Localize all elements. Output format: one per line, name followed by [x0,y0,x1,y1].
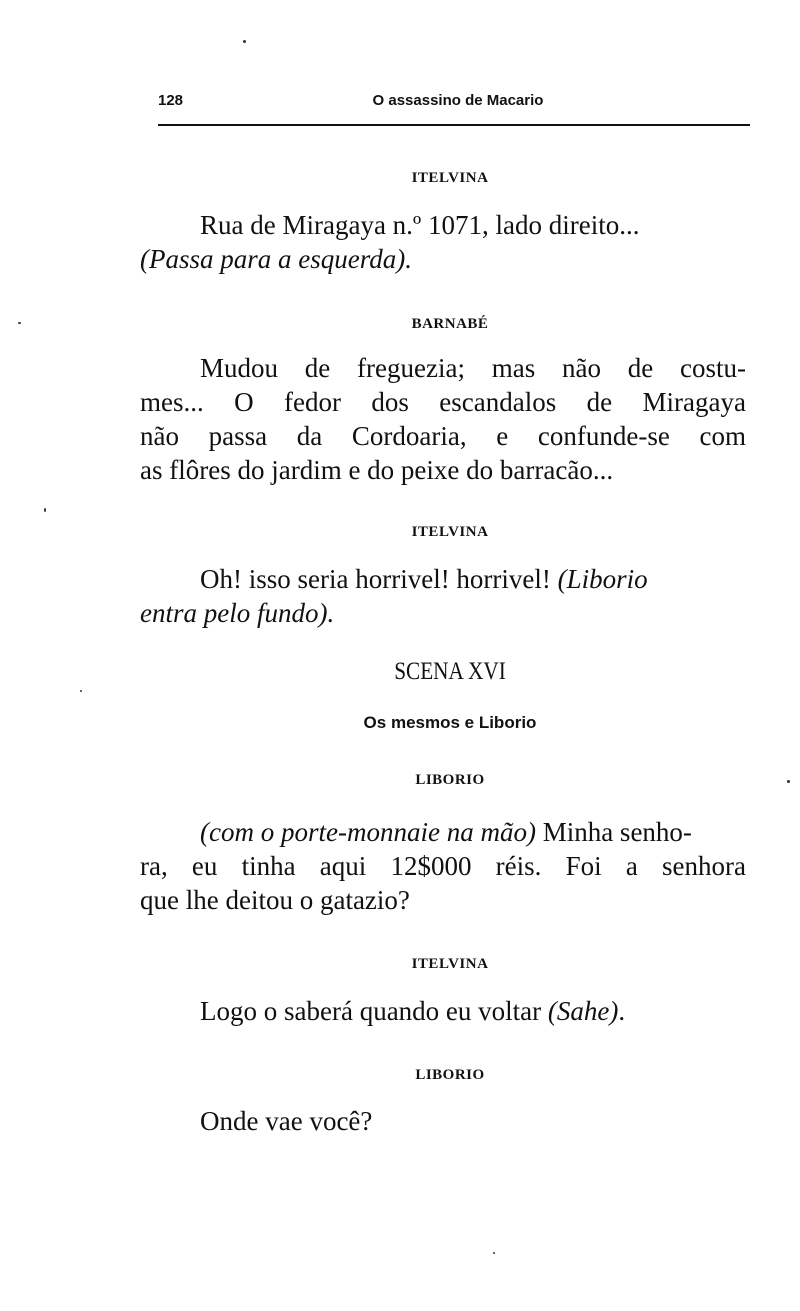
speech-line: Onde vae você? [200,1106,373,1136]
speech-line: Rua de Miragaya n.º 1071, lado direito... [200,210,640,240]
speech-paragraph [140,1104,746,1138]
stage-direction: (Liborio [557,564,648,594]
speech-paragraph [140,351,746,487]
scan-speck [18,322,21,324]
speech-line: que lhe deitou o gatazio? [140,885,410,915]
scan-speck [787,780,790,783]
speaker-name: BARNABÉ [411,316,489,332]
speaker-name: ITELVINA [411,170,489,186]
speech-line: Logo o saberá quando eu voltar (Sahe). [200,996,626,1026]
scan-speck [80,690,82,692]
scan-speck [243,40,246,43]
scan-speck [44,508,46,512]
speaker-name: ITELVINA [411,956,489,972]
stage-direction: entra pelo fundo). [140,598,335,628]
speech-line: as flôres do jardim e do peixe do barracão... [140,455,614,485]
stage-direction: (com o porte-monnaie na mão) [200,817,536,847]
scene-subtitle: Os mesmos e Liborio [363,713,537,732]
page-number: 128 [158,92,184,109]
scan-speck [493,1252,495,1254]
speaker-name: ITELVINA [411,524,489,540]
stage-direction: (Passa para a esquerda). [140,244,412,274]
header-rule [158,124,750,126]
speech-line: não passa da Cordoaria, e confunde-se com [140,421,746,451]
speech-line: Oh! isso seria horrivel! horrivel! (Liborio [200,564,648,594]
speech-line: (com o porte-monnaie na mão) Minha senho- [200,817,692,847]
speaker-name: LIBORIO [415,772,485,788]
speech-line: ra, eu tinha aqui 12$000 réis. Foi a senhora [140,851,746,881]
page-header [158,92,750,116]
speech-line: Mudou de freguezia; mas não de costu- [200,353,746,383]
scene-heading: SCENA XVI [394,658,506,685]
speaker-name: LIBORIO [415,1067,485,1083]
speech-paragraph [140,562,746,630]
speech-paragraph [140,815,746,917]
speech-line: mes... O fedor dos escandalos de Miragaya [140,387,746,417]
speech-paragraph [140,994,746,1028]
speech-paragraph [140,208,746,276]
running-title: O assassino de Macario [372,92,544,109]
stage-direction: (Sahe) [547,996,619,1026]
